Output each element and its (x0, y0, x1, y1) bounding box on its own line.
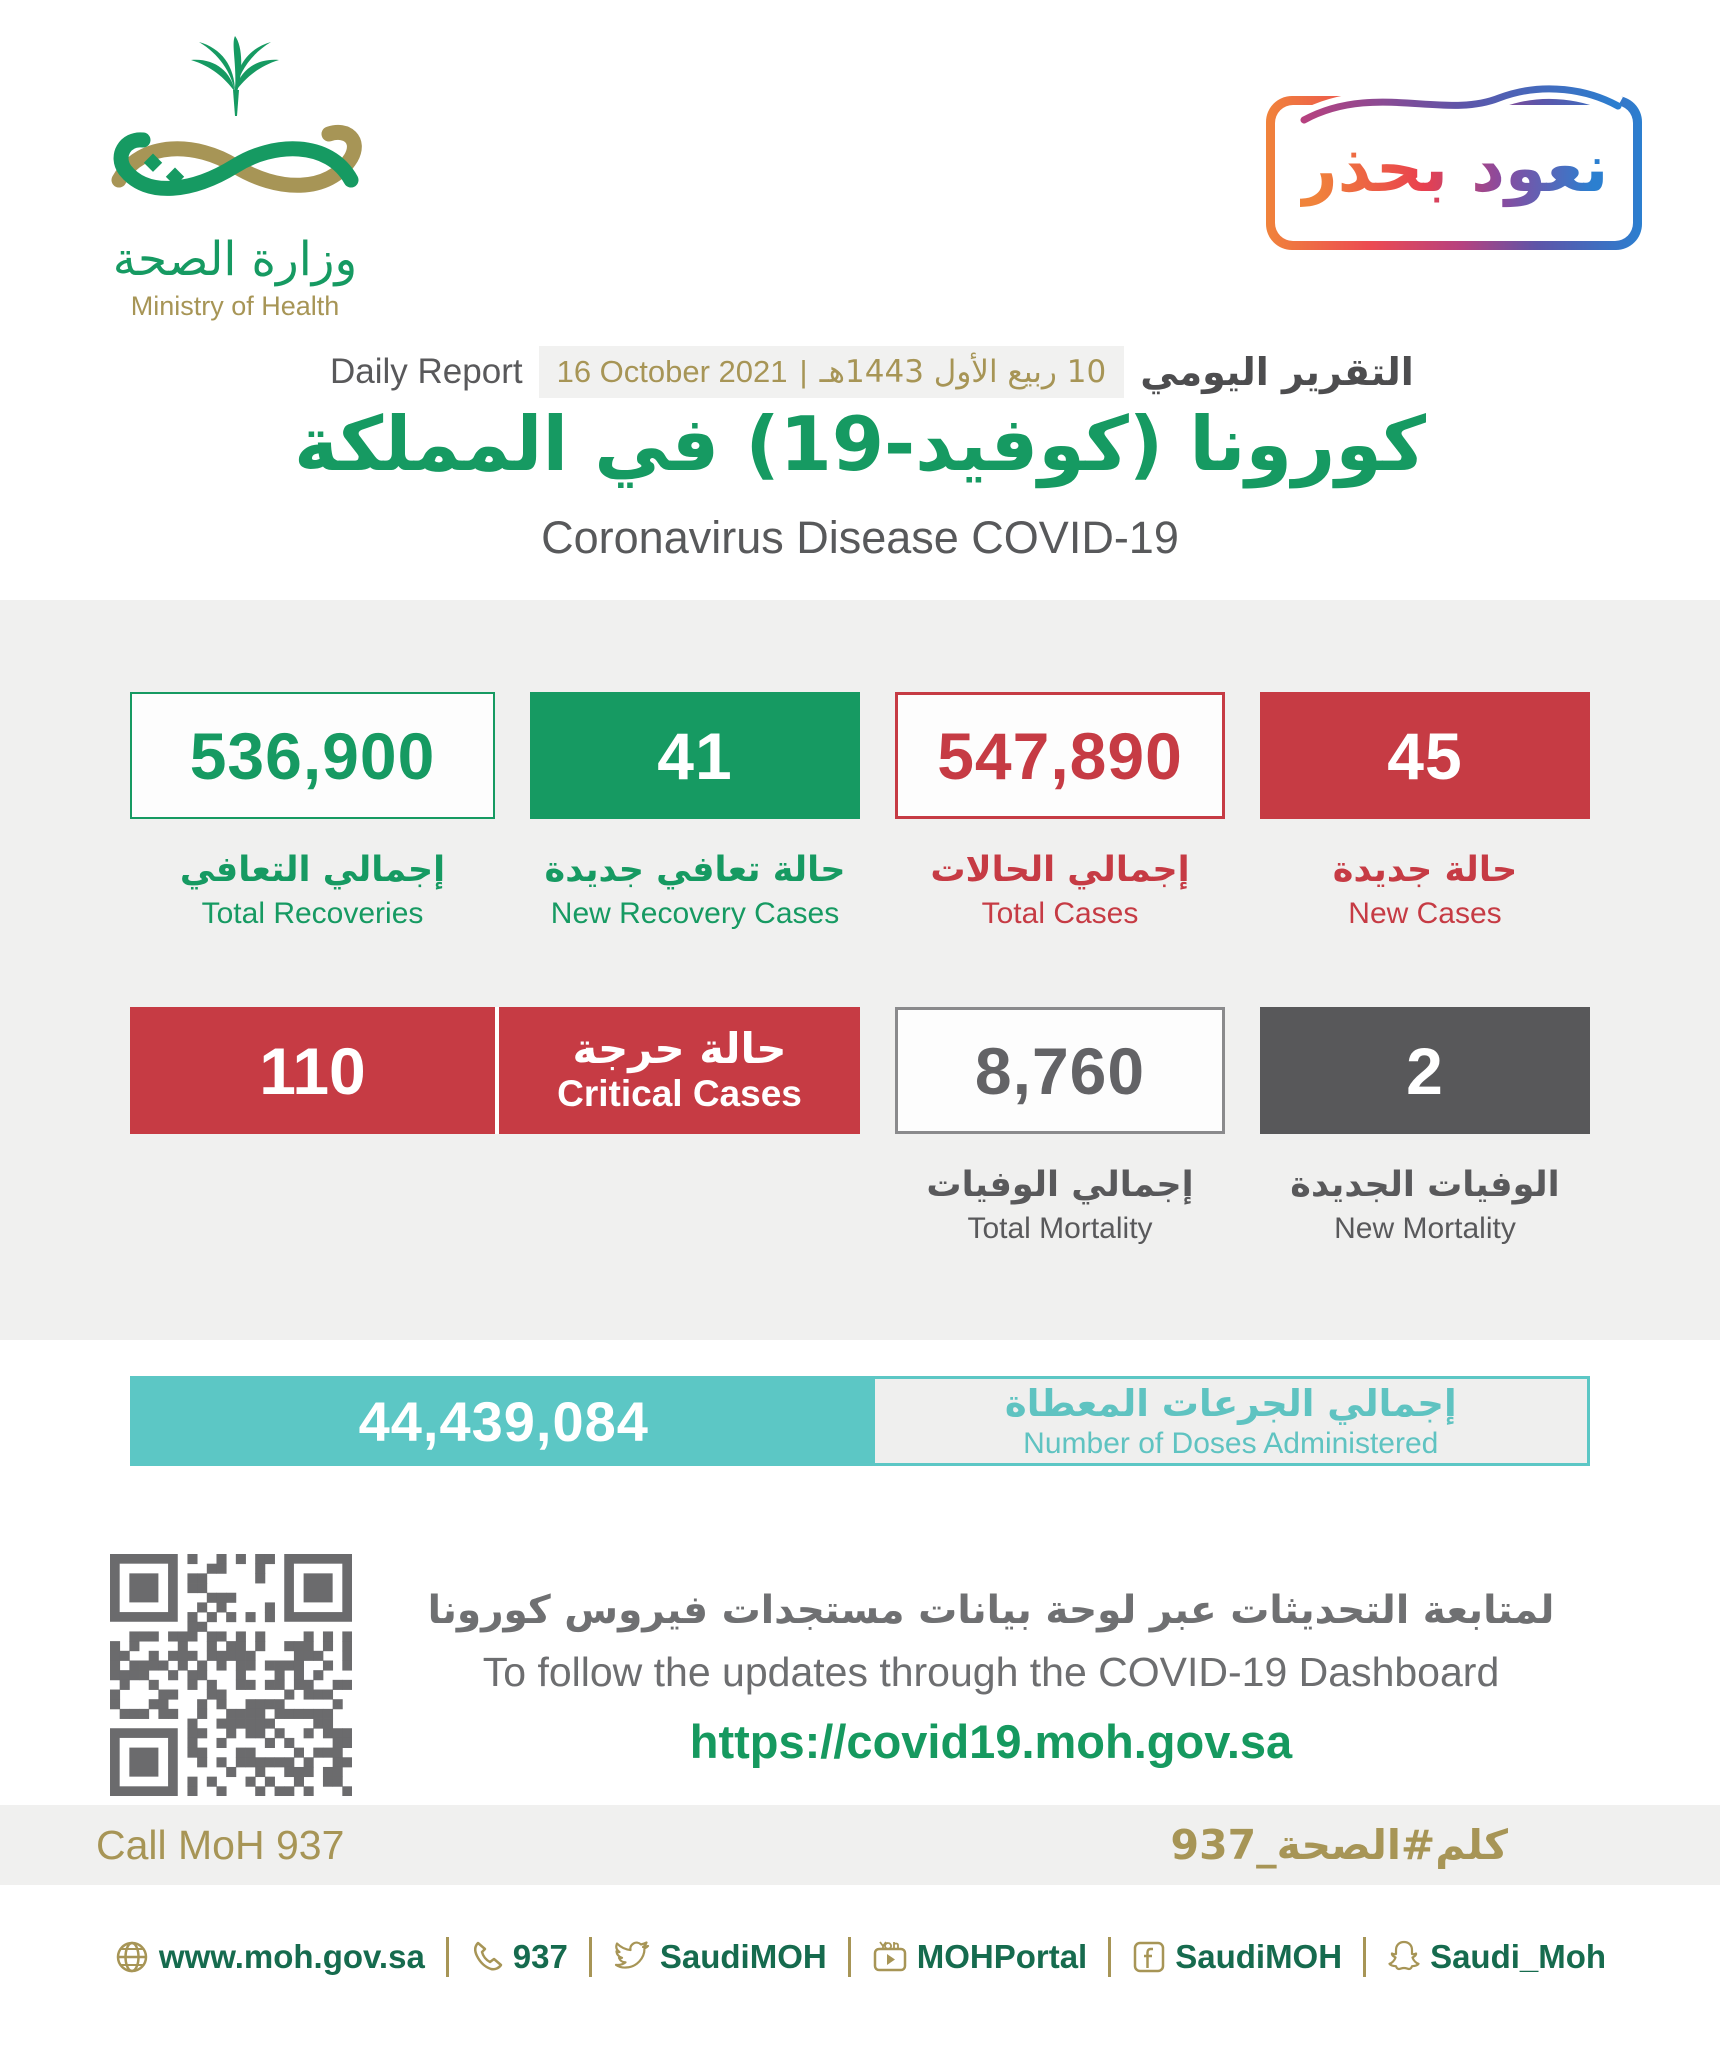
doses-label-en: Number of Doses Administered (1023, 1426, 1439, 1460)
logo-english-name: Ministry of Health (130, 291, 340, 321)
new-cases-label-en: New Cases (1348, 897, 1502, 930)
critical-cases-label (495, 1007, 860, 1134)
doses-label (875, 1379, 1587, 1463)
new-mortality-label-ar: الوفيات الجديدة (1290, 1165, 1560, 1205)
critical-cases-value: 110 (259, 1033, 366, 1108)
badge-swoosh-icon (1294, 72, 1624, 128)
dashboard-text (352, 1554, 1630, 1769)
globe-icon (114, 1939, 150, 1975)
footer-youtube-label: MOHPortal (916, 1938, 1088, 1975)
snapchat-icon (1387, 1939, 1421, 1975)
total-mortality-card (895, 1007, 1225, 1134)
stat-new-recovery-cases (530, 692, 860, 931)
new-mortality-card (1260, 1007, 1590, 1134)
new-recovery-cases-card (530, 692, 860, 819)
total-mortality-label-ar: إجمالي الوفيات (926, 1165, 1194, 1205)
footer-separator (589, 1937, 592, 1977)
doses-section (0, 1340, 1720, 1805)
facebook-icon (1132, 1940, 1166, 1974)
dashboard-text-en: To follow the updates through the COVID-19 Dashboard (482, 1649, 1500, 1695)
critical-cases-label-ar: حالة حرجة (572, 1024, 787, 1074)
critical-cases-label-en: Critical Cases (557, 1072, 802, 1114)
doses-value: 44,439,084 (133, 1379, 875, 1463)
new-recovery-cases-value: 41 (657, 718, 733, 793)
logo-arabic-name: وزارة الصحة (112, 232, 358, 287)
footer-phone[interactable] (470, 1938, 568, 1976)
new-cases-value: 45 (1387, 718, 1463, 793)
new-cases-label-ar: حالة جديدة (1332, 850, 1518, 890)
report-date-row (330, 346, 1414, 398)
total-cases-label-ar: إجمالي الحالات (930, 850, 1190, 890)
footer-twitter-label: SaudiMOH (659, 1938, 827, 1975)
total-recoveries-label-en: Total Recoveries (201, 897, 424, 930)
total-recoveries-value: 536,900 (189, 718, 436, 793)
gregorian-date: 16 October 2021 (556, 354, 788, 389)
total-mortality-value: 8,760 (974, 1033, 1146, 1108)
date-separator: | (799, 354, 808, 389)
stat-total-cases (895, 692, 1225, 931)
stat-total-mortality (895, 1007, 1225, 1246)
footer-youtube[interactable] (872, 1938, 1088, 1976)
total-cases-label-en: Total Cases (981, 897, 1139, 930)
call-hashtag-label: كلم#الصحة_937 (1170, 1821, 1508, 1869)
stat-new-mortality (1260, 1007, 1590, 1246)
footer-website-label: www.moh.gov.sa (158, 1938, 425, 1975)
footer-separator (1108, 1937, 1111, 1977)
new-recovery-cases-label-en: New Recovery Cases (550, 897, 840, 930)
footer-separator (848, 1937, 851, 1977)
stat-total-recoveries (130, 692, 495, 931)
footer-phone-label: 937 (512, 1938, 568, 1975)
footer-website[interactable] (114, 1938, 425, 1976)
stat-new-cases (1260, 692, 1590, 931)
dashboard-text-ar: لمتابعة التحديثات عبر لوحة بيانات مستجدات فيروس كورونا (427, 1588, 1555, 1633)
new-mortality-value: 2 (1406, 1033, 1444, 1108)
footer-separator (1363, 1937, 1366, 1977)
new-recovery-cases-label-ar: حالة تعافي جديدة (544, 850, 846, 890)
qr-code (110, 1554, 352, 1796)
moh-palm-logo-icon (85, 30, 385, 230)
doses-bar (130, 1376, 1590, 1466)
doses-label-ar: إجمالي الجرعات المعطاة (1004, 1381, 1457, 1425)
new-cases-card (1260, 692, 1590, 819)
moh-logo (80, 30, 390, 322)
badge-text: نعود بحذر (1300, 130, 1609, 217)
total-mortality-label-en: Total Mortality (967, 1212, 1153, 1245)
critical-cases-card (130, 1007, 860, 1134)
page-title-arabic: كورونا (كوفيد-19) في المملكة (294, 400, 1426, 488)
return-with-caution-badge (1266, 96, 1642, 250)
footer-facebook[interactable] (1132, 1938, 1342, 1976)
total-cases-value: 547,890 (937, 718, 1183, 793)
total-cases-card (895, 692, 1225, 819)
footer-snapchat[interactable] (1387, 1938, 1606, 1976)
youtube-icon (872, 1940, 908, 1974)
stats-section (0, 600, 1720, 1340)
dashboard-url-link[interactable]: https://covid19.moh.gov.sa (689, 1715, 1293, 1768)
phone-icon (470, 1940, 504, 1974)
call-moh-label: Call MoH 937 (96, 1821, 345, 1868)
footer (0, 1885, 1720, 2048)
total-recoveries-label-ar: إجمالي التعافي (179, 850, 446, 890)
footer-snapchat-label: Saudi_Moh (1430, 1938, 1607, 1975)
date-box (539, 346, 1125, 398)
dashboard-row (0, 1554, 1720, 1796)
page-title-english: Coronavirus Disease COVID-19 (541, 512, 1179, 563)
footer-separator (446, 1937, 449, 1977)
hijri-date: 10 ربيع الأول 1443هـ (819, 354, 1107, 390)
total-recoveries-card (130, 692, 495, 819)
daily-report-label-en: Daily Report (330, 352, 523, 391)
daily-report-label-ar: التقرير اليومي (1140, 350, 1414, 394)
footer-facebook-label: SaudiMOH (1175, 1938, 1343, 1975)
twitter-icon (613, 1940, 651, 1974)
footer-twitter[interactable] (613, 1938, 827, 1976)
call-strip (0, 1805, 1720, 1885)
new-mortality-label-en: New Mortality (1334, 1212, 1516, 1245)
